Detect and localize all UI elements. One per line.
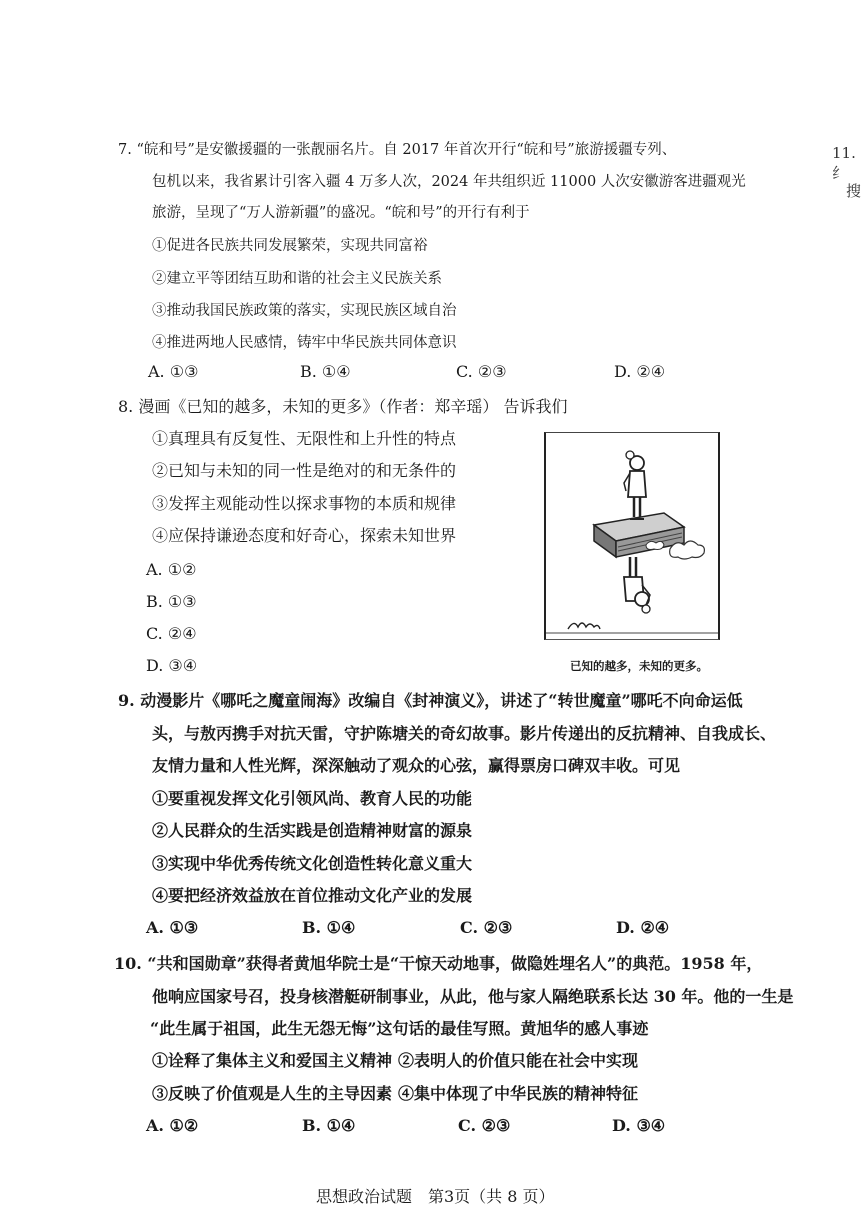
cartoon-drawing (546, 433, 718, 639)
q9-option-c: C. ②③ (460, 918, 513, 937)
q9-stem-line-2: 头，与敖丙携手对抗天雷，守护陈塘关的奇幻故事。影片传递出的反抗精神、自我成长、 (152, 724, 777, 743)
q7-stem-line-2: 包机以来，我省累计引客入疆 4 万多人次，2024 年共组织近 11000 人次安徽游客进疆观光 (152, 174, 746, 190)
q10-option-b: B. ①④ (302, 1116, 356, 1135)
q9-option-b: B. ①④ (302, 918, 356, 937)
q8-item-1: ①真理具有反复性、无限性和上升性的特点 (152, 429, 457, 448)
q9-item-1: ①要重视发挥文化引领风尚、教育人民的功能 (152, 789, 473, 808)
q9-item-2: ②人民群众的生活实践是创造精神财富的源泉 (152, 821, 473, 840)
q9-item-3: ③实现中华优秀传统文化创造性转化意义重大 (152, 854, 473, 873)
q7-option-d: D. ②④ (614, 362, 666, 381)
q7-item-3: ③推动我国民族政策的落实，实现民族区域自治 (152, 303, 457, 319)
q7-option-a: A. ①③ (148, 362, 199, 381)
q9-stem-line-1: 9. 动漫影片《哪吒之魔童闹海》改编自《封神演义》，讲述了“转世魔童”哪吒不向命运低 (118, 691, 743, 710)
q9-option-d: D. ②④ (616, 918, 670, 937)
q8-stem: 8. 漫画《已知的越多，未知的更多》（作者：郑辛瑶） 告诉我们 (118, 397, 568, 416)
cartoon-image (544, 432, 720, 640)
next-column-number: 11. 纟 (832, 144, 856, 182)
q10-stem-line-1: 10. “共和国勋章”获得者黄旭华院士是“干惊天动地事，做隐姓埋名人”的典范。1958 年， (114, 954, 763, 973)
q9-item-4: ④要把经济效益放在首位推动文化产业的发展 (152, 886, 473, 905)
next-column-char: 搜 (846, 182, 862, 200)
q10-item-1: ①诠释了集体主义和爱国主义精神 (152, 1051, 393, 1070)
q10-item-2: ②表明人的价值只能在社会中实现 (398, 1051, 639, 1070)
q10-option-d: D. ③④ (612, 1116, 666, 1135)
q10-stem-line-2: 他响应国家号召，投身核潜艇研制事业，从此，他与家人隔绝联系长达 30 年。他的一生是 (152, 987, 794, 1006)
q10-option-c: C. ②③ (458, 1116, 511, 1135)
q7-option-b: B. ①④ (300, 362, 351, 381)
q7-item-1: ①促进各民族共同发展繁荣，实现共同富裕 (152, 238, 428, 254)
q8-item-3: ③发挥主观能动性以探求事物的本质和规律 (152, 494, 457, 513)
q7-item-4: ④推进两地人民感情，铸牢中华民族共同体意识 (152, 335, 457, 351)
q9-option-a: A. ①③ (146, 918, 199, 937)
page-footer: 思想政治试题 第3页（共 8 页） (316, 1187, 555, 1206)
cartoon-caption: 已知的越多，未知的更多。 (570, 659, 708, 673)
q8-option-a: A. ①② (146, 560, 197, 579)
q10-option-a: A. ①② (146, 1116, 199, 1135)
q9-stem-line-3: 友情力量和人性光辉，深深触动了观众的心弦，赢得票房口碑双丰收。可见 (152, 756, 681, 775)
q8-option-d: D. ③④ (146, 656, 198, 675)
q8-option-c: C. ②④ (146, 624, 197, 643)
q10-item-4: ④集中体现了中华民族的精神特征 (398, 1084, 639, 1103)
q7-option-c: C. ②③ (456, 362, 507, 381)
q8-item-4: ④应保持谦逊态度和好奇心，探索未知世界 (152, 526, 457, 545)
q7-stem-line-1: 7. “皖和号”是安徽援疆的一张靓丽名片。自 2017 年首次开行“皖和号”旅游援疆专列、 (118, 142, 677, 158)
q7-item-2: ②建立平等团结互助和谐的社会主义民族关系 (152, 271, 442, 287)
q8-option-b: B. ①③ (146, 592, 197, 611)
q8-item-2: ②已知与未知的同一性是绝对的和无条件的 (152, 461, 457, 480)
q10-item-3: ③反映了价值观是人生的主导因素 (152, 1084, 393, 1103)
q10-stem-line-3: “此生属于祖国，此生无怨无悔”这句话的最佳写照。黄旭华的感人事迹 (150, 1019, 649, 1038)
q7-stem-line-3: 旅游，呈现了“万人游新疆”的盛况。“皖和号”的开行有利于 (152, 205, 530, 221)
